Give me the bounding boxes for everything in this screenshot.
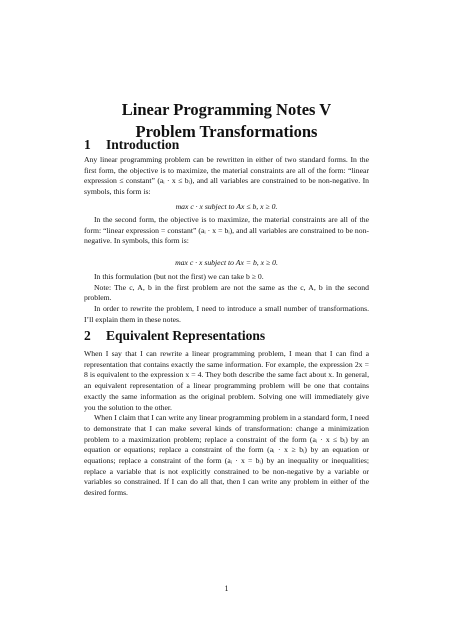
paragraph-text: When I say that I can rewrite a linear programming problem, I mean that I can find a representation that contains exactly the same information. For example, the expression 2x = 8 is equivalent to the expression x = 4. They both describe the same fact about x. In general, an equivalent representation of a linear programming problem will be one that contains exactly the same information as the original problem. Solving one will immediately give you the solution to the other. — [84, 349, 369, 412]
section-1-paragraph-3 — [84, 272, 369, 326]
equation-1: max c · x subject to Ax ≤ b, x ≥ 0. — [175, 202, 278, 211]
section-title: Introduction — [106, 137, 180, 152]
page-number: 1 — [224, 584, 229, 593]
paragraph-text: When I claim that I can write any linear programming problem in a standard form, I need to demonstrate that I can make several kinds of transformation: change a minimization problem to a maximization problem; replace a constraint of the form (aᵢ · x ≤ bᵢ) by an equation or equations; replace a constraint of the form (aᵢ · x ≥ bᵢ) by an equation or equations; replace a constraint of the form (aᵢ · x = bᵢ) by an inequality or inequalities; replace a variable that is not explicitly constrained to be non-negative by a variable or variables so constrained. If I can do all that, then I can write any problem in either of the desired forms. — [84, 413, 369, 498]
section-1-paragraph-1 — [84, 155, 369, 198]
section-2-body — [84, 349, 369, 499]
paragraph-text: In the second form, the objective is to maximize, the material constraints are all of the form: “linear expression = constant” (aᵢ · x = bᵢ), and all variables are constrained to be non-negative. In symbols, this form is: — [84, 215, 369, 246]
paragraph-text: In order to rewrite the problem, I need to introduce a small number of transformations. I’ll explain them in these notes. — [84, 304, 369, 324]
equation-2: max c · x subject to Ax = b, x ≥ 0. — [175, 258, 278, 267]
section-1-heading — [84, 137, 369, 153]
section-number: 2 — [84, 328, 91, 343]
title-line-1: Linear Programming Notes V — [121, 100, 332, 119]
section-number: 1 — [84, 137, 91, 152]
paragraph-text: Any linear programming problem can be rewritten in either of two standard forms. In the first form, the objective is to maximize, the material constraints are all of the form: “linear expression ≤ constant” (aᵢ · x ≤ bᵢ), and all variables are constrained to be non-negative. In symbols, this form is: — [84, 155, 369, 197]
section-1-paragraph-2 — [84, 215, 369, 247]
paragraph-text: In this formulation (but not the first) we can take b ≥ 0. — [94, 272, 264, 281]
section-title: Equivalent Representations — [106, 328, 266, 343]
title-line-2: Problem Transformations — [135, 122, 318, 141]
paragraph-text: Note: The c, A, b in the first problem are not the same as the c, A, b in the second problem. — [84, 282, 369, 303]
section-2-heading — [84, 328, 369, 344]
